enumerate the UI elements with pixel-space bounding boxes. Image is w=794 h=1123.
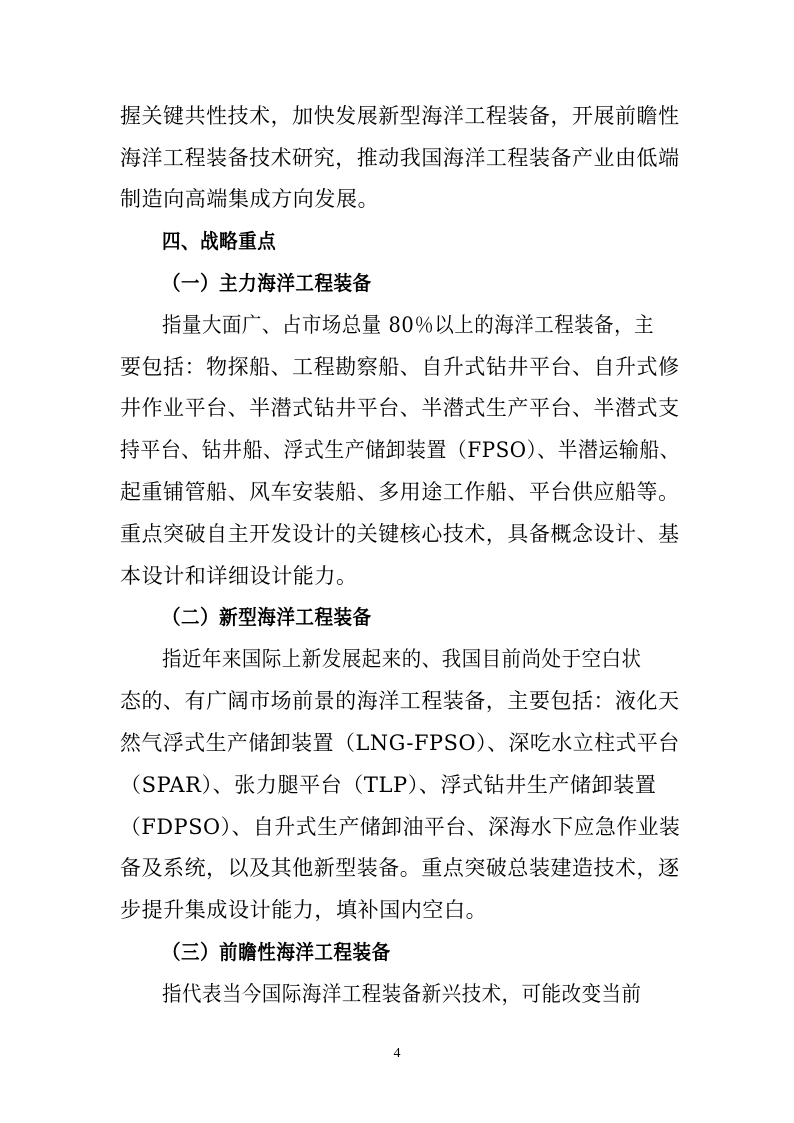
paragraph-line: 制造向高端集成方向发展。 [120,187,380,211]
subsection-heading: （二）新型海洋工程装备 [162,605,372,629]
paragraph-line: 井作业平台、半潜式钻井平台、半潜式生产平台、半潜式支 [120,396,680,420]
paragraph-line: （SPAR）、张力腿平台（TLP）、浮式钻井生产储卸装置 [120,773,657,797]
paragraph-line: 重点突破自主开发设计的关键核心技术，具备概念设计、基 [120,522,680,546]
paragraph-line: 握关键共性技术，加快发展新型海洋工程装备，开展前瞻性 [120,104,680,128]
paragraph-line: （FDPSO）、自升式生产储卸油平台、深海水下应急作业装 [120,815,681,839]
paragraph-line: 指量大面广、占市场总量 80％以上的海洋工程装备，主 [162,313,655,337]
paragraph-line: 态的、有广阔市场前景的海洋工程装备，主要包括：液化天 [120,689,680,713]
paragraph-line: 起重铺管船、风车安装船、多用途工作船、平台供应船等。 [120,480,680,504]
subsection-heading: （一）主力海洋工程装备 [162,271,372,295]
paragraph-line: 然气浮式生产储卸装置（LNG-FPSO）、深吃水立柱式平台 [120,731,680,755]
paragraph-line: 要包括：物探船、工程勘察船、自升式钻井平台、自升式修 [120,355,680,379]
paragraph-line: 本设计和详细设计能力。 [120,564,358,588]
subsection-heading: （三）前瞻性海洋工程装备 [162,940,391,964]
page-number: 4 [393,1046,401,1061]
paragraph-line: 指代表当今国际海洋工程装备新兴技术，可能改变当前 [162,982,642,1006]
paragraph-line: 海洋工程装备技术研究，推动我国海洋工程装备产业由低端 [120,146,680,170]
paragraph-line: 步提升集成设计能力，填补国内空白。 [120,898,488,922]
paragraph-line: 备及系统，以及其他新型装备。重点突破总装建造技术，逐 [120,856,680,880]
section-heading: 四、战略重点 [162,229,277,253]
paragraph-line: 指近年来国际上新发展起来的、我国目前尚处于空白状 [162,647,642,671]
paragraph-line: 持平台、钻井船、浮式生产储卸装置（FPSO）、半潜运输船、 [120,438,681,462]
